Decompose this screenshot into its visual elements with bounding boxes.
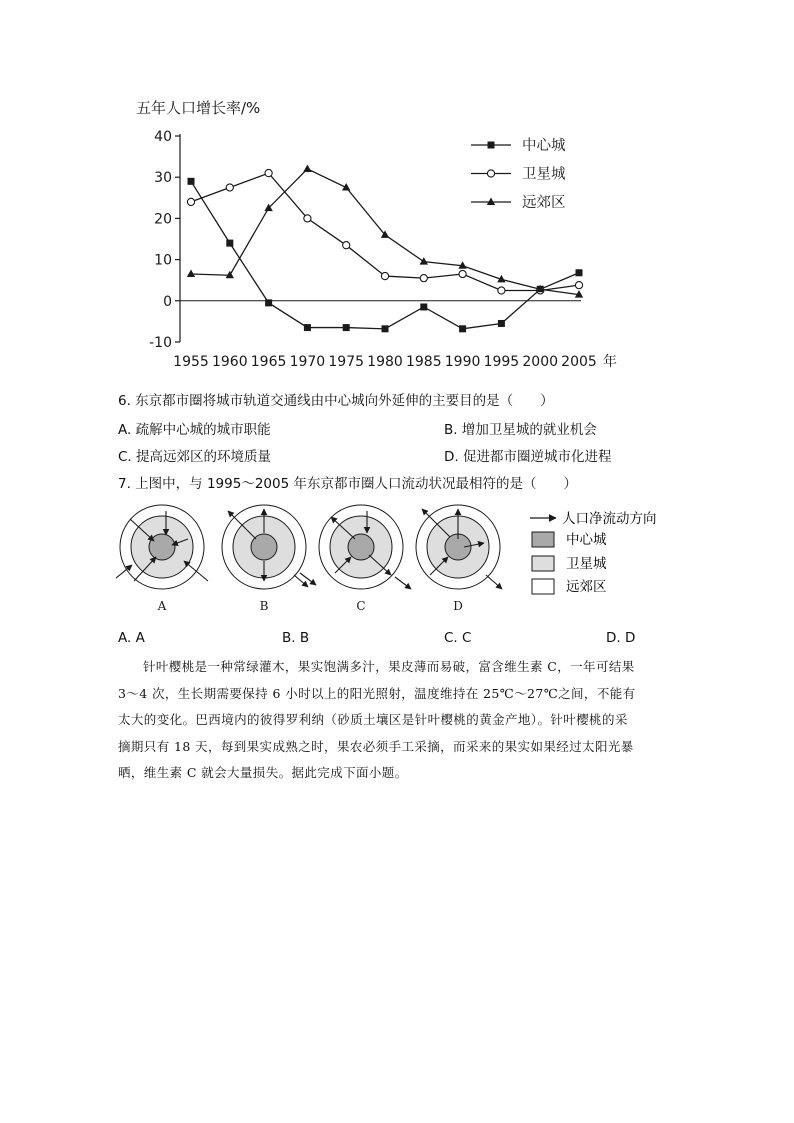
data-point-s1 [420, 303, 427, 310]
q7-option-c[interactable]: C. C [444, 630, 472, 646]
population-growth-chart [118, 88, 638, 376]
y-tick-label: 10 [154, 252, 172, 269]
diagram-label-b: B [259, 599, 269, 613]
y-tick-label: 0 [163, 293, 172, 310]
flow-arrow-icon [395, 577, 411, 589]
data-point-s2 [343, 242, 350, 249]
q7-option-d[interactable]: D. D [606, 630, 636, 646]
x-tick-label: 1975 [328, 354, 365, 370]
data-point-s2 [226, 184, 233, 191]
data-point-s2 [381, 272, 388, 279]
y-tick-label: 30 [154, 170, 172, 187]
diagram-legend [530, 510, 657, 595]
data-point-s2 [459, 270, 466, 277]
legend-marker-2 [487, 170, 494, 177]
x-tick-label: 1965 [250, 354, 287, 370]
legend-arrow-label: 人口净流动方向 [562, 511, 657, 527]
legend-marker-1 [488, 142, 495, 149]
flow-arrow-icon [486, 575, 502, 589]
x-tick-label: 1995 [483, 354, 520, 370]
flow-arrow-icon [300, 573, 316, 585]
legend-satellite-swatch [532, 556, 554, 571]
reading-passage: 针叶樱桃是一种常绿灌木，果实饱满多汁，果皮薄而易破，富含维生素 C，一年可结果 3～4 次，生长期需要保持 6 小时以上的阳光照射，温度维持在 25℃～27℃之间，不能有太大的变化。巴西境内的彼得罗利纳（砂质土壤区是针叶樱桃的黄金产地）。针叶樱桃的采摘期只有 18 天，每到果实成熟之时，果农必须手工采摘，而采来的果实如果经过太阳光暴晒，维生素 C 就会大量损失。据此完成下面小题。 [118, 659, 636, 780]
data-point-s3 [187, 270, 195, 278]
y-axis-label: 五年人口增长率/% [136, 99, 261, 117]
data-point-s1 [304, 324, 311, 331]
legend-label-3: 远郊区 [522, 195, 566, 211]
legend-outer-label: 远郊区 [566, 579, 607, 595]
q7-option-a[interactable]: A. A [118, 630, 145, 646]
x-tick-label: 2005 [561, 354, 597, 370]
q6-option-d[interactable]: D. 促进都市圈逆城市化进程 [444, 449, 612, 465]
data-point-s2 [304, 215, 311, 222]
data-point-s1 [226, 240, 233, 247]
x-tick-label: 1960 [211, 354, 248, 370]
q6-option-a[interactable]: A. 疏解中心城的城市职能 [118, 422, 271, 438]
diagram-label-d: D [453, 599, 463, 613]
series-line-1 [191, 181, 579, 328]
data-point-s1 [459, 325, 466, 332]
legend-center-label: 中心城 [566, 532, 607, 548]
data-point-s3 [226, 271, 234, 279]
data-point-s3 [303, 164, 311, 172]
x-tick-label: 1985 [405, 354, 442, 370]
y-tick-label: 20 [154, 211, 172, 228]
legend-label-2: 卫星城 [522, 166, 566, 183]
data-point-s2 [575, 282, 582, 289]
q6-stem: 6. 东京都市圈将城市轨道交通线由中心城向外延伸的主要目的是（ ） [118, 393, 554, 409]
legend-center-swatch [532, 532, 554, 547]
data-point-s1 [382, 325, 389, 332]
legend-marker-3 [487, 198, 495, 206]
y-tick-label: 40 [154, 129, 172, 145]
legend-outer-swatch [532, 579, 554, 594]
diagram-label-c: C [356, 599, 366, 613]
x-tick-label: 1955 [173, 354, 209, 370]
data-point-s1 [498, 320, 505, 327]
data-point-s2 [187, 198, 194, 205]
q7-option-b[interactable]: B. B [282, 630, 310, 646]
data-point-s2 [420, 275, 427, 282]
q6-option-c[interactable]: C. 提高远郊区的环境质量 [118, 449, 272, 465]
x-axis-unit: 年 [603, 354, 617, 370]
data-point-s1 [576, 269, 583, 276]
center-city-disc [149, 534, 175, 560]
x-tick-label: 1990 [444, 354, 481, 370]
legend-satellite-label: 卫星城 [566, 556, 607, 572]
population-flow-diagrams [116, 500, 676, 620]
q7-stem: 7. 上图中，与 1995～2005 年东京都市圈人口流动状况最相符的是（ ） [118, 476, 577, 492]
data-point-s1 [188, 178, 195, 185]
data-point-s3 [420, 257, 428, 265]
x-tick-label: 1970 [289, 354, 326, 370]
legend-label-1: 中心城 [522, 138, 566, 154]
data-point-s1 [265, 299, 272, 306]
data-point-s2 [498, 287, 505, 294]
data-point-s2 [265, 169, 272, 176]
x-tick-label: 2000 [522, 354, 559, 370]
data-point-s1 [343, 324, 350, 331]
y-tick-label: -10 [149, 335, 172, 351]
diagram-label-a: A [157, 599, 167, 613]
q6-option-b[interactable]: B. 增加卫星城的就业机会 [444, 422, 597, 438]
x-tick-label: 1980 [367, 354, 403, 370]
